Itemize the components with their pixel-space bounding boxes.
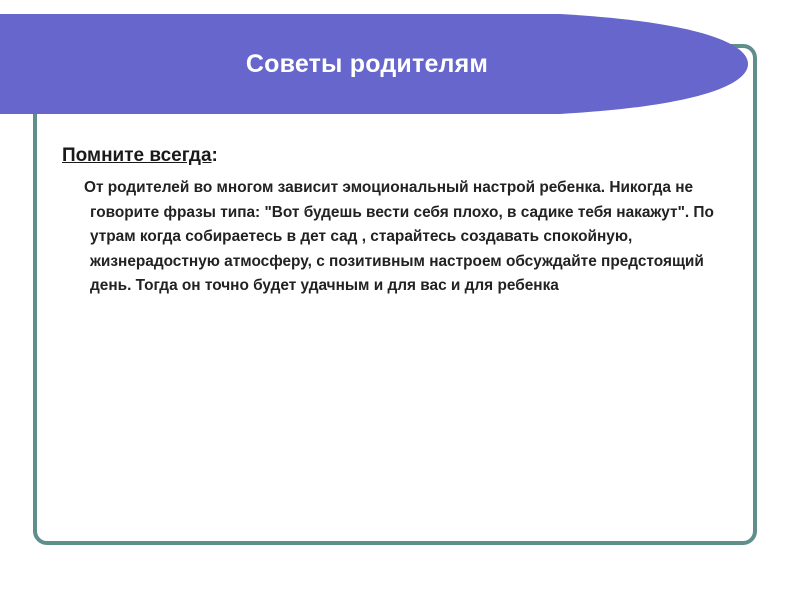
heading-colon: : (211, 145, 218, 166)
slide-content (62, 145, 732, 299)
section-heading (62, 145, 732, 167)
advice-paragraph: От родителей во многом зависит эмоциональный настрой ребенка. Никогда не говорите фразы типа: "Вот будешь вести себя плохо, в садике тебя накажут". По утрам когда собираетесь в дет сад , старайтесь создавать спокойную, жизнерадостную атмосферу, с позитивным настроем обсуждайте предстоящий день. Тогда он точно будет удачным и для вас и для ребенка (84, 179, 714, 294)
slide-title: Советы родителям (245, 49, 489, 78)
heading-text: Помните всегда (62, 145, 212, 166)
